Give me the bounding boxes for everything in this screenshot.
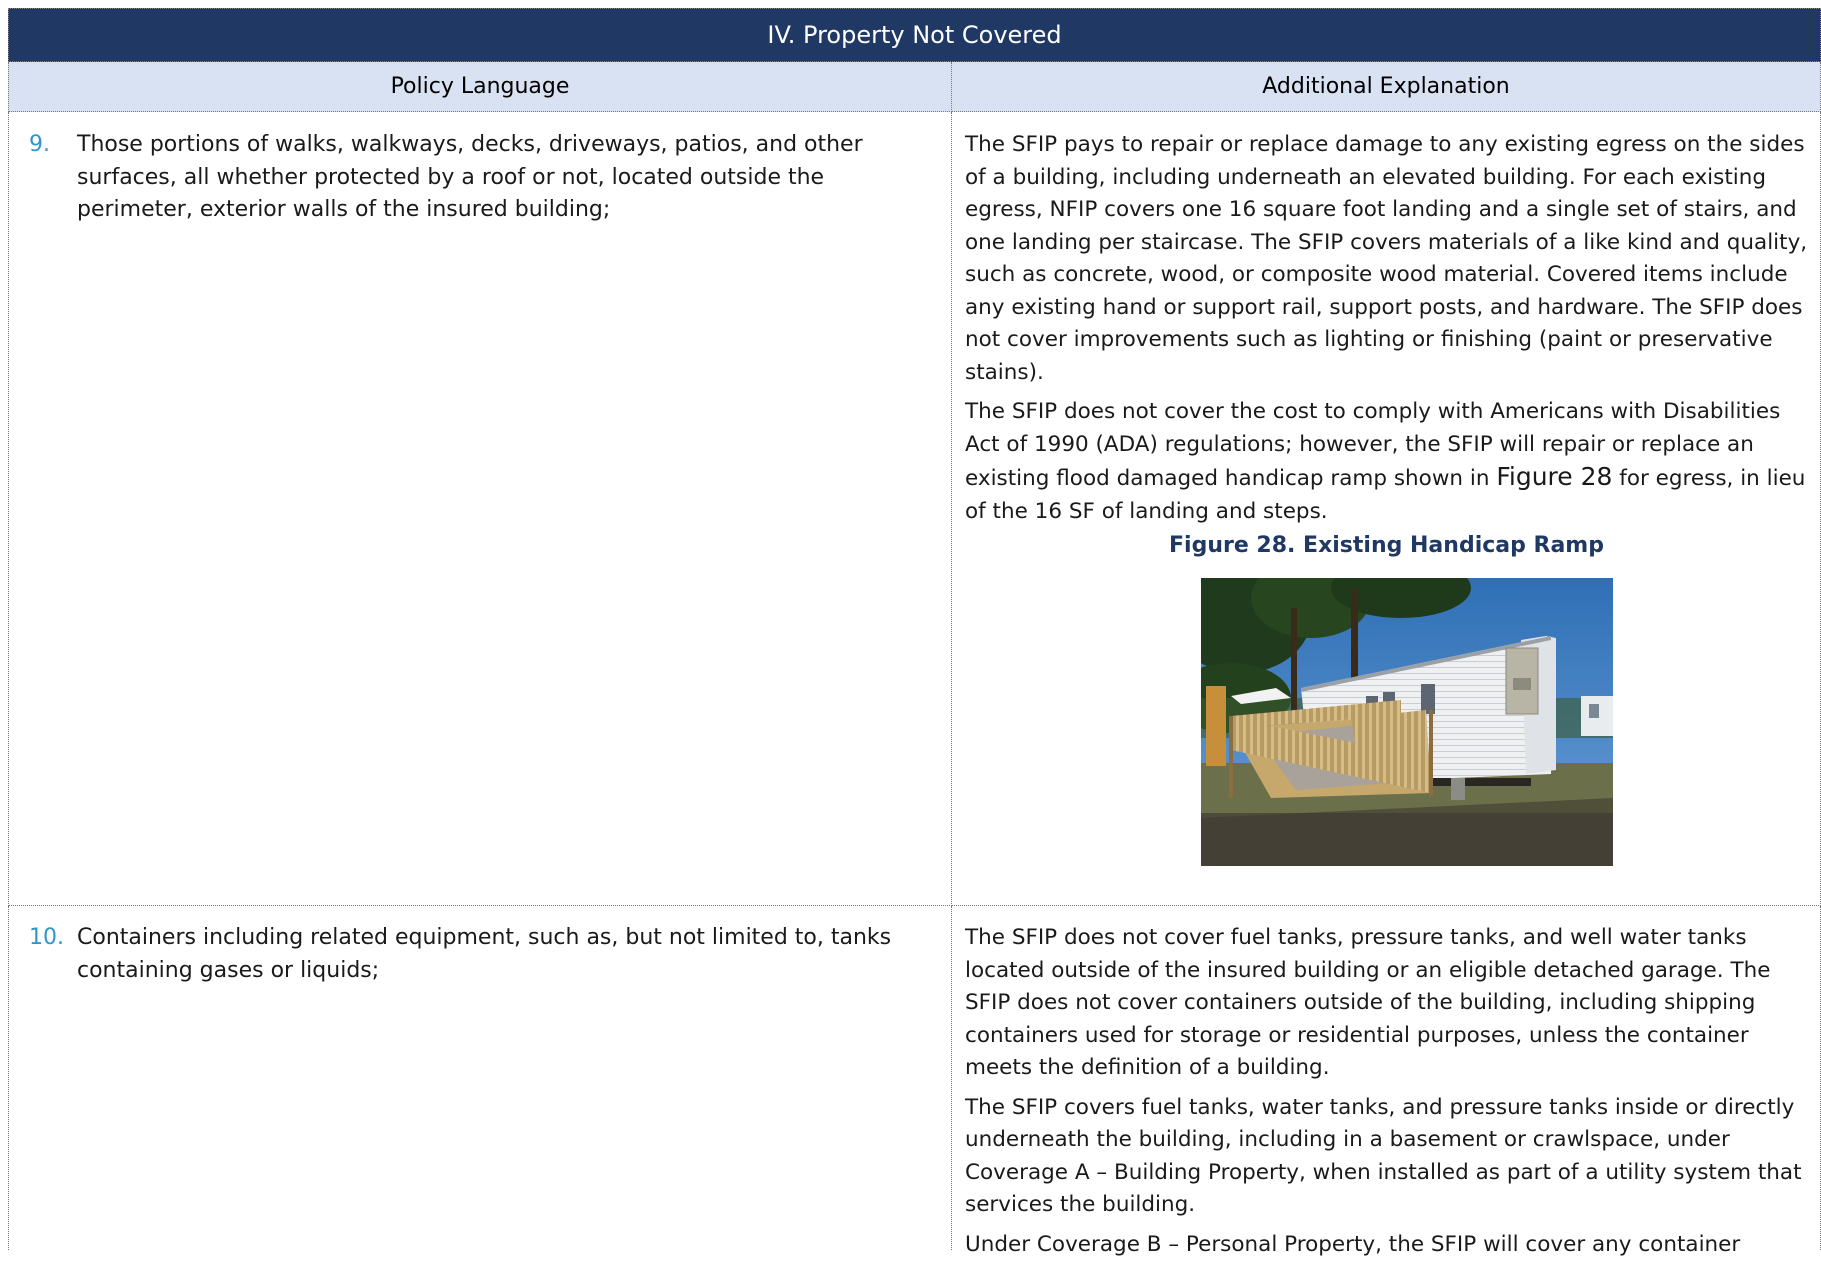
explanation-paragraph: The SFIP covers fuel tanks, water tanks, and pressure tanks inside or directly underneath the building, including in a basement or crawlspace, under Coverage A – Building Property, when installed as part of a utility system that services the building. (965, 1094, 1802, 1217)
property-not-covered-table (8, 8, 1821, 1257)
explanation-paragraph: The SFIP pays to repair or replace damage to any existing egress on the sides of a building, including underneath an elevated building. For each existing egress, NFIP covers one 16 square foot landing and a single set of stairs, and one landing per staircase. The SFIP covers materials of a like kind and quality, such as concrete, wood, or composite wood material. Covered items include any existing hand or support rail, support posts, and hardware. The SFIP does not cover improvements such as lighting or finishing (paint or preservative stains). (965, 132, 1808, 385)
explanation-paragraph: Under Coverage B – Personal Property, the SFIP will cover any container (965, 1231, 1741, 1257)
explanation-text (965, 922, 1815, 1268)
policy-cell-item-9 (8, 112, 952, 906)
column-header-policy-language: Policy Language (8, 62, 952, 112)
policy-item-9 (29, 129, 899, 227)
section-title: IV. Property Not Covered (8, 8, 1821, 62)
figure-caption: Figure 28. Existing Handicap Ramp (1169, 533, 1604, 558)
explanation-cell-item-9 (952, 112, 1821, 906)
figure-reference: Figure 28 (1496, 462, 1613, 491)
explanation-text-run: The SFIP does not cover the cost to comply with Americans with Disabilities Act of 1990 (ADA) regulations; however, the SFIP will repair or replace an existing flood damaged handicap ramp shown in (965, 399, 1781, 491)
explanation-paragraph: The SFIP does not cover fuel tanks, pressure tanks, and well water tanks located outside of the insured building or an eligible detached garage. The SFIP does not cover containers outside of the building, including shipping containers used for storage or residential purposes, unless the container meets the definition of a building. (965, 925, 1771, 1080)
explanation-paragraph (965, 396, 1815, 528)
policy-text: Containers including related equipment, such as, but not limited to, tanks containing gases or liquids; (77, 925, 892, 983)
explanation-text-run: for egress, in lieu of the 16 SF of landing and steps. (965, 466, 1806, 524)
policy-text: Those portions of walks, walkways, decks, driveways, patios, and other surfaces, all whether protected by a roof or not, located outside the perimeter, exterior walls of the insured building; (77, 132, 863, 222)
item-number: 10. (29, 925, 64, 950)
column-header-additional-explanation: Additional Explanation (952, 62, 1821, 112)
handicap-ramp-photo (1201, 578, 1613, 866)
explanation-cell-item-10 (952, 906, 1821, 1257)
policy-cell-item-10 (8, 906, 952, 1250)
item-number: 9. (29, 132, 50, 157)
policy-item-10 (29, 922, 899, 987)
explanation-text (965, 129, 1815, 535)
